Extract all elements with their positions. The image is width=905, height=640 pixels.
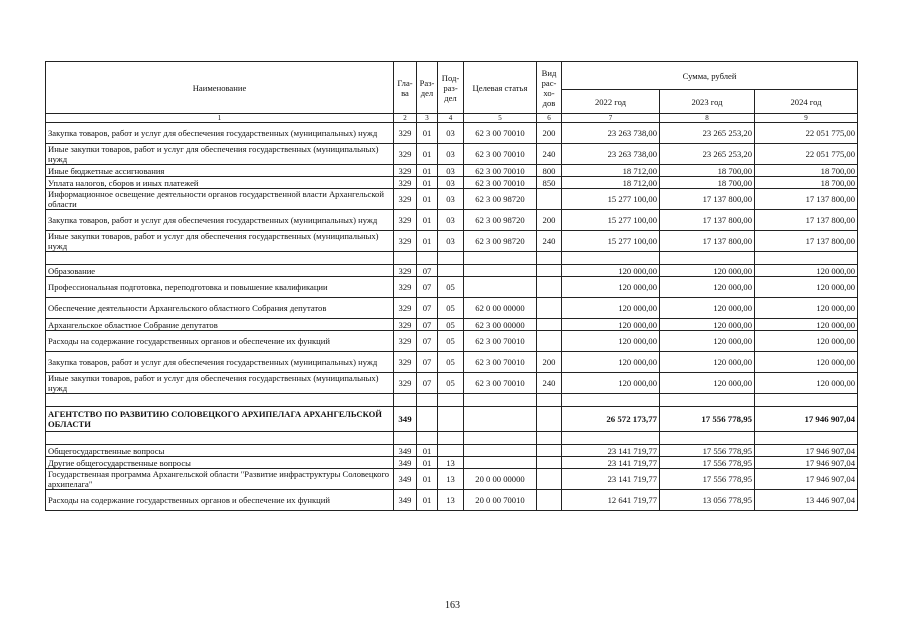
spacer-cell (755, 252, 858, 265)
spacer-cell (438, 432, 464, 445)
row-sum-2023: 23 265 253,20 (660, 123, 755, 144)
row-chapter: 329 (394, 177, 417, 189)
row-section: 01 (417, 189, 438, 210)
row-target (464, 457, 537, 469)
spacer-cell (562, 394, 660, 407)
table-row (46, 165, 858, 177)
table-row (46, 373, 858, 394)
row-sum-2022: 120 000,00 (562, 331, 660, 352)
row-name: Закупка товаров, работ и услуг для обеспечения государственных (муниципальных) нужд (46, 352, 394, 373)
row-sum-2024: 120 000,00 (755, 298, 858, 319)
row-chapter: 329 (394, 298, 417, 319)
spacer-cell (394, 394, 417, 407)
header-sum: Сумма, рублей (562, 62, 858, 90)
row-section: 07 (417, 265, 438, 277)
row-name: Другие общегосударственные вопросы (46, 457, 394, 469)
spacer-cell (394, 432, 417, 445)
row-name: АГЕНТСТВО ПО РАЗВИТИЮ СОЛОВЕЦКОГО АРХИПЕЛАГА АРХАНГЕЛЬСКОЙ ОБЛАСТИ (46, 407, 394, 432)
row-section: 07 (417, 331, 438, 352)
row-expense-type (537, 407, 562, 432)
row-sum-2022: 120 000,00 (562, 373, 660, 394)
row-expense-type: 200 (537, 210, 562, 231)
spacer-cell (562, 432, 660, 445)
row-sum-2023: 18 700,00 (660, 177, 755, 189)
row-sum-2023: 23 265 253,20 (660, 144, 755, 165)
row-section: 01 (417, 231, 438, 252)
row-chapter: 329 (394, 373, 417, 394)
row-expense-type (537, 189, 562, 210)
row-name: Расходы на содержание государственных органов и обеспечение их функций (46, 331, 394, 352)
column-number: 6 (537, 114, 562, 123)
row-target: 62 3 00 70010 (464, 123, 537, 144)
row-section: 01 (417, 469, 438, 490)
row-chapter: 329 (394, 231, 417, 252)
row-subsection: 05 (438, 319, 464, 331)
row-sum-2023: 120 000,00 (660, 265, 755, 277)
row-section: 01 (417, 123, 438, 144)
spacer-cell (660, 394, 755, 407)
row-name: Расходы на содержание государственных органов и обеспечение их функций (46, 490, 394, 511)
column-number: 3 (417, 114, 438, 123)
row-name: Иные закупки товаров, работ и услуг для обеспечения государственных (муниципальных) нужд (46, 231, 394, 252)
row-sum-2022: 120 000,00 (562, 352, 660, 373)
row-section: 01 (417, 490, 438, 511)
table-row (46, 490, 858, 511)
row-section: 07 (417, 352, 438, 373)
row-expense-type: 200 (537, 352, 562, 373)
row-sum-2024: 120 000,00 (755, 319, 858, 331)
row-sum-2022: 23 263 738,00 (562, 123, 660, 144)
row-sum-2024: 17 946 907,04 (755, 407, 858, 432)
row-name: Уплата налогов, сборов и иных платежей (46, 177, 394, 189)
header-target: Целевая статья (464, 62, 537, 114)
row-sum-2023: 17 137 800,00 (660, 210, 755, 231)
row-target: 62 3 00 70010 (464, 331, 537, 352)
row-name: Государственная программа Архангельской области "Развитие инфраструктуры Соловецкого архипелага" (46, 469, 394, 490)
row-expense-type: 200 (537, 123, 562, 144)
table-row (46, 407, 858, 432)
row-subsection (438, 445, 464, 457)
spacer-row (46, 394, 858, 407)
header-name: Наименование (46, 62, 394, 114)
row-name: Информационное освещение деятельности органов государственной власти Архангельской области (46, 189, 394, 210)
row-subsection (438, 407, 464, 432)
table-row (46, 231, 858, 252)
row-target (464, 277, 537, 298)
row-target: 62 3 00 70010 (464, 373, 537, 394)
column-number: 5 (464, 114, 537, 123)
row-expense-type (537, 445, 562, 457)
row-sum-2022: 18 712,00 (562, 165, 660, 177)
row-chapter: 329 (394, 123, 417, 144)
row-chapter: 329 (394, 265, 417, 277)
row-section: 01 (417, 445, 438, 457)
row-section: 01 (417, 457, 438, 469)
row-sum-2024: 120 000,00 (755, 277, 858, 298)
spacer-cell (660, 252, 755, 265)
row-target: 62 3 00 98720 (464, 189, 537, 210)
row-target (464, 265, 537, 277)
spacer-cell (417, 394, 438, 407)
row-chapter: 329 (394, 331, 417, 352)
row-subsection: 03 (438, 231, 464, 252)
row-sum-2022: 120 000,00 (562, 265, 660, 277)
row-sum-2024: 120 000,00 (755, 331, 858, 352)
table-row (46, 445, 858, 457)
row-sum-2023: 120 000,00 (660, 352, 755, 373)
row-name: Образование (46, 265, 394, 277)
row-name: Архангельское областное Собрание депутатов (46, 319, 394, 331)
spacer-cell (438, 394, 464, 407)
row-subsection: 05 (438, 298, 464, 319)
row-name: Профессиональная подготовка, переподготовка и повышение квалификации (46, 277, 394, 298)
row-expense-type (537, 331, 562, 352)
column-numbers-row (46, 114, 858, 123)
spacer-cell (417, 432, 438, 445)
row-sum-2023: 17 137 800,00 (660, 189, 755, 210)
row-sum-2024: 17 946 907,04 (755, 457, 858, 469)
row-sum-2022: 120 000,00 (562, 277, 660, 298)
row-subsection: 13 (438, 469, 464, 490)
row-name: Иные бюджетные ассигнования (46, 165, 394, 177)
table-row (46, 144, 858, 165)
row-sum-2024: 22 051 775,00 (755, 144, 858, 165)
column-number: 7 (562, 114, 660, 123)
table-row (46, 210, 858, 231)
table-row (46, 469, 858, 490)
row-section: 07 (417, 277, 438, 298)
row-sum-2024: 17 946 907,04 (755, 445, 858, 457)
spacer-cell (755, 432, 858, 445)
row-name: Иные закупки товаров, работ и услуг для обеспечения государственных (муниципальных) нужд (46, 144, 394, 165)
table-row (46, 189, 858, 210)
row-expense-type: 850 (537, 177, 562, 189)
row-sum-2023: 17 137 800,00 (660, 231, 755, 252)
row-expense-type (537, 319, 562, 331)
table-row (46, 331, 858, 352)
row-sum-2023: 17 556 778,95 (660, 407, 755, 432)
spacer-cell (438, 252, 464, 265)
row-subsection: 03 (438, 165, 464, 177)
row-sum-2023: 120 000,00 (660, 319, 755, 331)
page-number: 163 (445, 600, 460, 611)
spacer-cell (46, 252, 394, 265)
header-subsection: Под-раз-дел (438, 62, 464, 114)
row-subsection (438, 265, 464, 277)
row-expense-type (537, 457, 562, 469)
spacer-cell (464, 252, 537, 265)
table-row (46, 177, 858, 189)
spacer-cell (394, 252, 417, 265)
column-number: 9 (755, 114, 858, 123)
spacer-cell (464, 432, 537, 445)
header-section: Раз-дел (417, 62, 438, 114)
spacer-cell (755, 394, 858, 407)
row-sum-2023: 120 000,00 (660, 331, 755, 352)
row-section (417, 407, 438, 432)
spacer-cell (417, 252, 438, 265)
row-sum-2022: 23 141 719,77 (562, 445, 660, 457)
row-sum-2024: 18 700,00 (755, 165, 858, 177)
row-subsection: 05 (438, 331, 464, 352)
table-row (46, 277, 858, 298)
row-sum-2023: 120 000,00 (660, 373, 755, 394)
row-target (464, 407, 537, 432)
table-row (46, 352, 858, 373)
row-target: 62 3 00 70010 (464, 352, 537, 373)
row-expense-type: 240 (537, 373, 562, 394)
row-sum-2023: 120 000,00 (660, 277, 755, 298)
row-sum-2024: 17 137 800,00 (755, 210, 858, 231)
row-subsection: 03 (438, 177, 464, 189)
row-subsection: 05 (438, 277, 464, 298)
budget-table (45, 61, 858, 511)
row-sum-2023: 17 556 778,95 (660, 445, 755, 457)
row-target: 62 3 00 70010 (464, 144, 537, 165)
row-sum-2024: 120 000,00 (755, 265, 858, 277)
spacer-cell (464, 394, 537, 407)
row-expense-type (537, 265, 562, 277)
row-chapter: 349 (394, 407, 417, 432)
header-year-2022: 2022 год (562, 90, 660, 114)
row-name: Закупка товаров, работ и услуг для обеспечения государственных (муниципальных) нужд (46, 123, 394, 144)
spacer-row (46, 252, 858, 265)
row-sum-2022: 23 141 719,77 (562, 469, 660, 490)
row-chapter: 349 (394, 457, 417, 469)
column-number: 1 (46, 114, 394, 123)
row-sum-2022: 18 712,00 (562, 177, 660, 189)
row-sum-2022: 15 277 100,00 (562, 210, 660, 231)
row-name: Иные закупки товаров, работ и услуг для обеспечения государственных (муниципальных) нужд (46, 373, 394, 394)
row-subsection: 05 (438, 352, 464, 373)
table-row (46, 319, 858, 331)
header-expense-type: Вид рас-хо-дов (537, 62, 562, 114)
row-chapter: 329 (394, 165, 417, 177)
row-target: 20 0 00 70010 (464, 490, 537, 511)
header-year-2023: 2023 год (660, 90, 755, 114)
row-name: Обеспечение деятельности Архангельского областного Собрания депутатов (46, 298, 394, 319)
row-target: 62 3 00 98720 (464, 210, 537, 231)
row-sum-2023: 13 056 778,95 (660, 490, 755, 511)
row-section: 01 (417, 165, 438, 177)
header-year-2024: 2024 год (755, 90, 858, 114)
table-row (46, 457, 858, 469)
table-row (46, 123, 858, 144)
column-number: 4 (438, 114, 464, 123)
row-section: 07 (417, 298, 438, 319)
row-name: Общегосударственные вопросы (46, 445, 394, 457)
row-sum-2023: 17 556 778,95 (660, 469, 755, 490)
row-sum-2023: 18 700,00 (660, 165, 755, 177)
row-sum-2022: 15 277 100,00 (562, 231, 660, 252)
row-subsection: 03 (438, 144, 464, 165)
row-sum-2022: 23 141 719,77 (562, 457, 660, 469)
row-sum-2024: 120 000,00 (755, 352, 858, 373)
row-expense-type: 240 (537, 231, 562, 252)
row-sum-2024: 22 051 775,00 (755, 123, 858, 144)
row-sum-2024: 17 137 800,00 (755, 189, 858, 210)
spacer-cell (537, 252, 562, 265)
row-sum-2022: 26 572 173,77 (562, 407, 660, 432)
row-sum-2022: 23 263 738,00 (562, 144, 660, 165)
row-subsection: 13 (438, 490, 464, 511)
row-sum-2022: 15 277 100,00 (562, 189, 660, 210)
row-name: Закупка товаров, работ и услуг для обеспечения государственных (муниципальных) нужд (46, 210, 394, 231)
row-target: 62 3 00 00000 (464, 319, 537, 331)
spacer-cell (537, 432, 562, 445)
row-subsection: 03 (438, 189, 464, 210)
row-chapter: 329 (394, 189, 417, 210)
table-row (46, 298, 858, 319)
row-expense-type (537, 490, 562, 511)
spacer-cell (537, 394, 562, 407)
row-target: 62 0 00 00000 (464, 298, 537, 319)
row-subsection: 03 (438, 210, 464, 231)
row-sum-2024: 120 000,00 (755, 373, 858, 394)
row-sum-2023: 120 000,00 (660, 298, 755, 319)
row-target: 62 3 00 98720 (464, 231, 537, 252)
row-chapter: 329 (394, 319, 417, 331)
row-expense-type (537, 298, 562, 319)
row-subsection: 03 (438, 123, 464, 144)
row-sum-2023: 17 556 778,95 (660, 457, 755, 469)
row-expense-type (537, 277, 562, 298)
row-expense-type: 240 (537, 144, 562, 165)
table-row (46, 265, 858, 277)
row-expense-type: 800 (537, 165, 562, 177)
row-subsection: 13 (438, 457, 464, 469)
row-target: 62 3 00 70010 (464, 165, 537, 177)
row-sum-2022: 120 000,00 (562, 298, 660, 319)
row-chapter: 329 (394, 352, 417, 373)
row-chapter: 349 (394, 490, 417, 511)
row-sum-2024: 17 946 907,04 (755, 469, 858, 490)
row-sum-2022: 12 641 719,77 (562, 490, 660, 511)
row-sum-2024: 18 700,00 (755, 177, 858, 189)
row-sum-2024: 13 446 907,04 (755, 490, 858, 511)
row-section: 01 (417, 210, 438, 231)
header-chapter: Гла-ва (394, 62, 417, 114)
row-target: 20 0 00 00000 (464, 469, 537, 490)
row-section: 01 (417, 144, 438, 165)
row-subsection: 05 (438, 373, 464, 394)
row-chapter: 329 (394, 210, 417, 231)
row-section: 01 (417, 177, 438, 189)
row-chapter: 329 (394, 144, 417, 165)
row-sum-2024: 17 137 800,00 (755, 231, 858, 252)
spacer-row (46, 432, 858, 445)
row-section: 07 (417, 319, 438, 331)
row-section: 07 (417, 373, 438, 394)
row-chapter: 349 (394, 469, 417, 490)
column-number: 8 (660, 114, 755, 123)
column-number: 2 (394, 114, 417, 123)
row-target: 62 3 00 70010 (464, 177, 537, 189)
table-header (46, 62, 858, 123)
spacer-cell (46, 394, 394, 407)
row-target (464, 445, 537, 457)
spacer-cell (660, 432, 755, 445)
row-sum-2022: 120 000,00 (562, 319, 660, 331)
row-chapter: 329 (394, 277, 417, 298)
table-body (46, 123, 858, 511)
spacer-cell (46, 432, 394, 445)
row-chapter: 349 (394, 445, 417, 457)
row-expense-type (537, 469, 562, 490)
spacer-cell (562, 252, 660, 265)
